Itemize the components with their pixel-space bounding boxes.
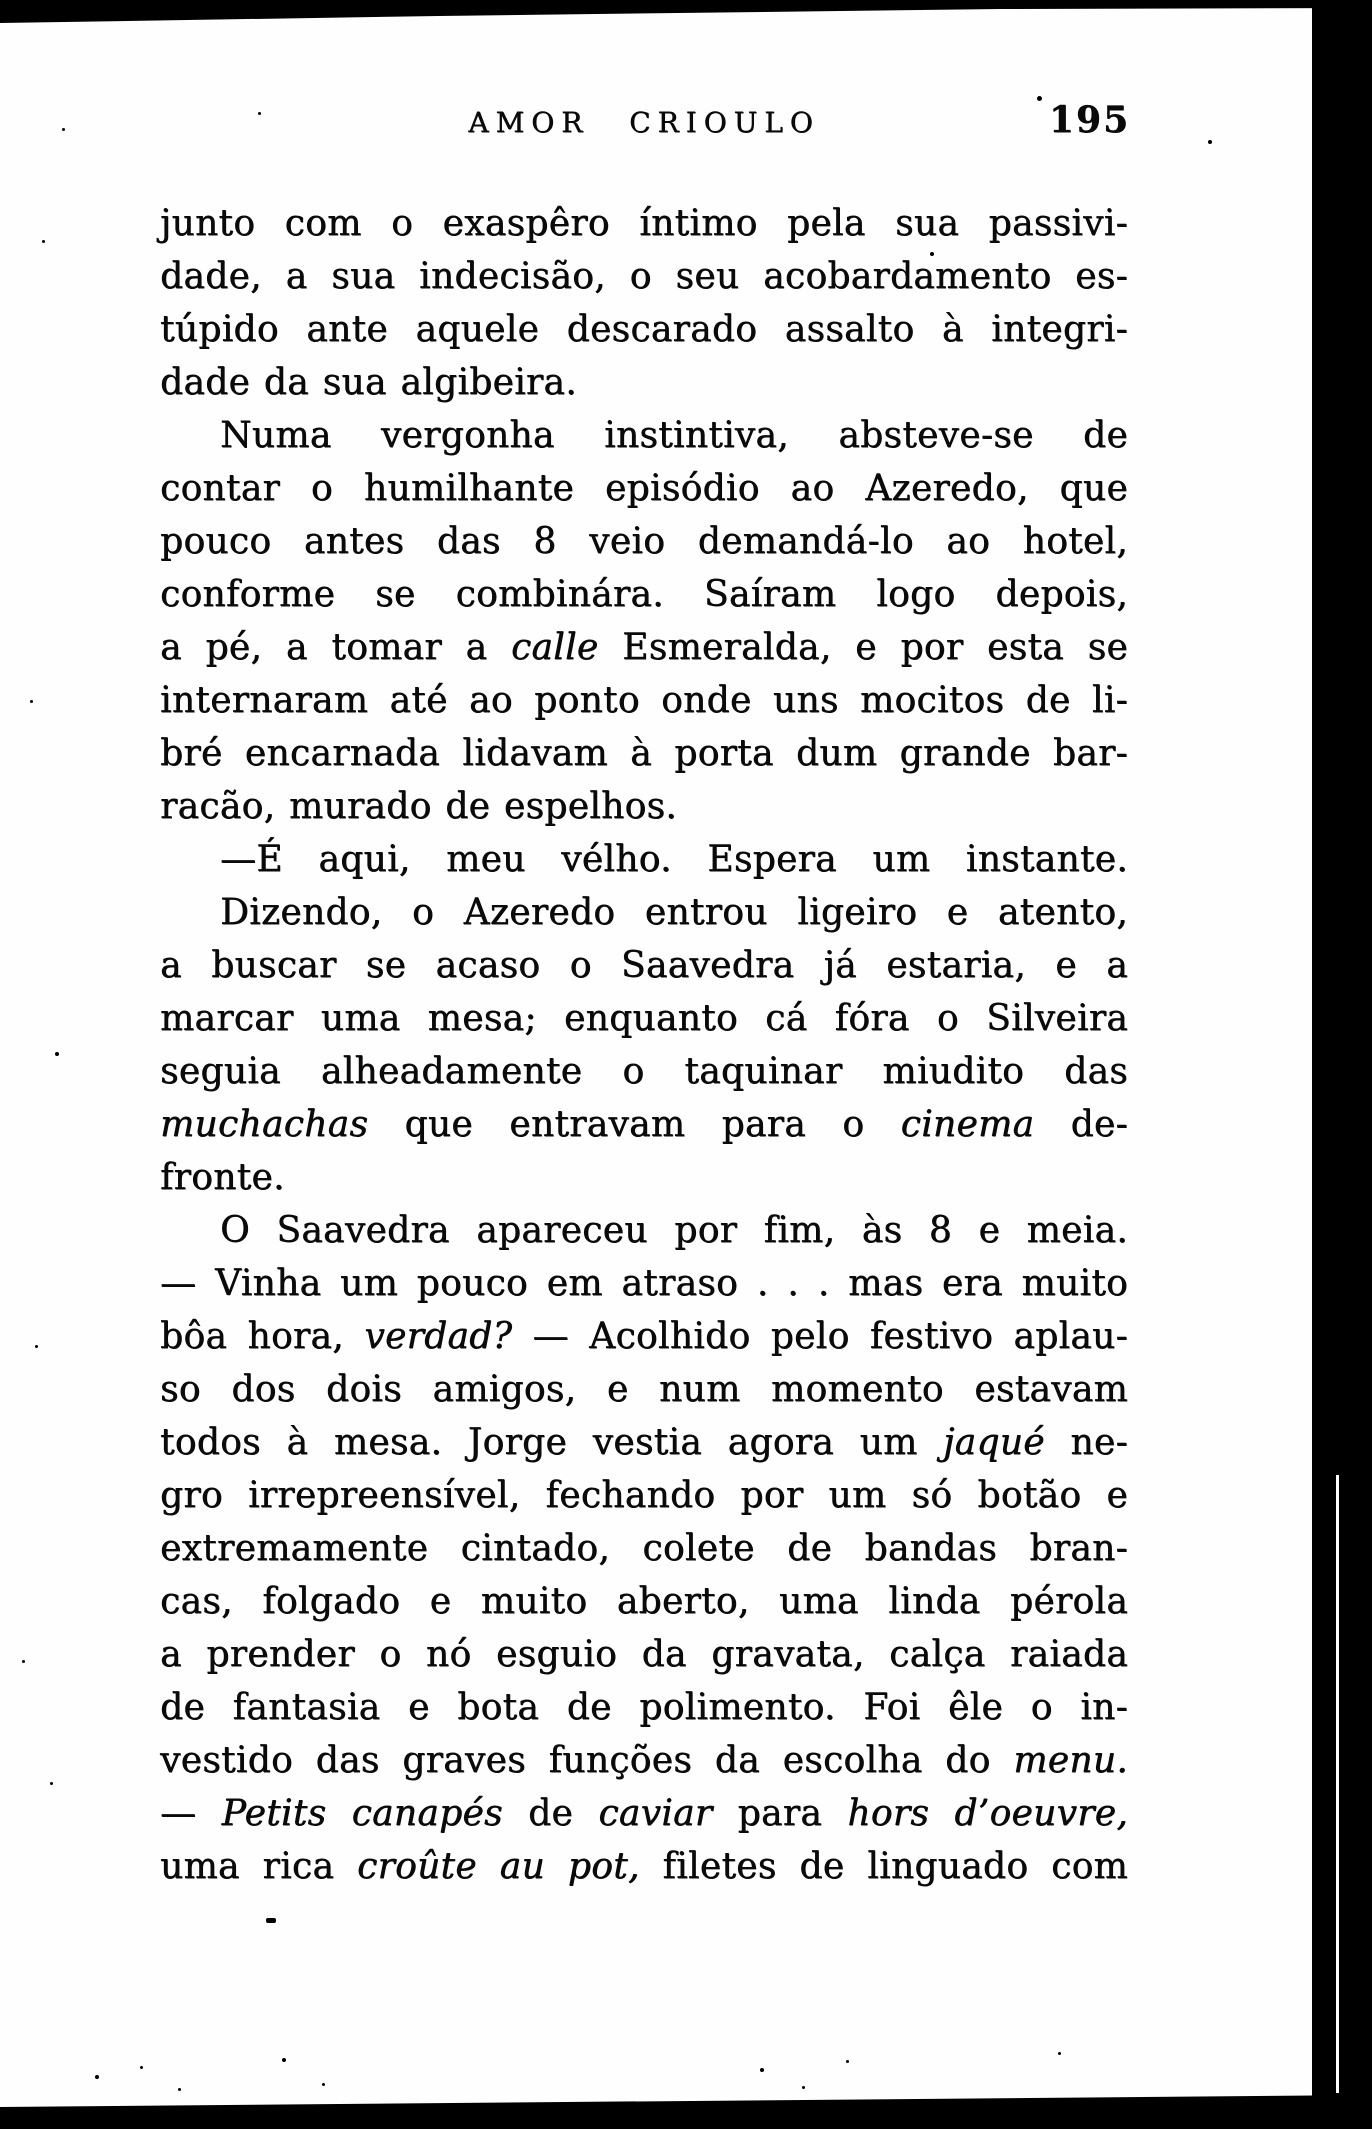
text-line [160,462,1128,515]
text-segment: a buscar se acaso o Saavedra já estaria, e a [160,945,1128,986]
text-segment: so dos dois amigos, e num momento estavam [160,1369,1128,1410]
text-line [160,1363,1128,1416]
text-line [160,727,1128,780]
text-segment: racão, murado de espelhos. [160,786,678,827]
scan-artifact-right-bar [1312,0,1372,2129]
page-number: 195 [1048,99,1130,141]
text-line [160,1098,1128,1151]
italic-text-segment: hors d’oeuvre, [847,1793,1129,1834]
text-segment: túpido ante aquele descarado assalto à integri- [160,309,1128,350]
scan-speckle [178,2088,181,2091]
text-segment: O Saavedra apareceu por fim, às 8 e meia. [220,1210,1128,1251]
italic-text-segment: cinema [900,1104,1035,1145]
scan-speckle [846,2060,849,2063]
italic-text-segment: muchachas [160,1104,369,1145]
italic-text-segment: jaqué [943,1422,1045,1463]
text-segment: — Acolhido pelo festivo aplau- [512,1316,1129,1357]
text-segment: —É aqui, meu vélho. Espera um instante. [220,839,1128,880]
text-segment: seguia alheadamente o taquinar miudito das [160,1051,1128,1092]
scan-speckle [802,2086,805,2089]
text-segment: gro irrepreensível, fechando por um só botão e [160,1475,1128,1516]
text-segment: ne- [1044,1422,1128,1463]
scan-speckle [35,1345,38,1348]
text-line [160,1522,1128,1575]
text-segment: a prender o nó esguio da gravata, calça raiada [160,1634,1128,1675]
text-segment: filetes de linguado com [639,1846,1128,1887]
text-segment: de [502,1793,599,1834]
scan-speckle [42,240,45,243]
text-line [160,515,1128,568]
text-segment: Numa vergonha instintiva, absteve-se de [220,415,1128,456]
text-segment: contar o humilhante episódio ao Azeredo, que [160,468,1128,509]
text-segment: pouco antes das 8 veio demandá-lo ao hotel, [160,521,1128,562]
scan-artifact-fold-line [1336,1475,1339,2093]
text-line [160,303,1128,356]
text-line [160,197,1128,250]
text-segment: bré encarnada lidavam à porta dum grande bar- [160,733,1128,774]
italic-text-segment: croûte au pot, [357,1846,640,1887]
text-line [160,250,1128,303]
text-segment: extremamente cintado, colete de bandas bran- [160,1528,1128,1569]
text-segment: internaram até ao ponto onde uns mocitos de li- [160,680,1128,721]
scan-artifact-top-bar [0,0,1372,26]
text-segment: Esmeralda, e por esta se [598,627,1128,668]
scan-speckle [62,128,65,131]
text-segment: bôa hora, [160,1316,365,1357]
text-line [160,939,1128,992]
scan-speckle [1037,96,1042,101]
text-segment: de- [1034,1104,1128,1145]
text-line [160,621,1128,674]
scan-speckle [258,112,261,115]
scan-speckle [760,2068,764,2072]
text-segment: todos à mesa. Jorge vestia agora um [160,1422,944,1463]
text-segment: que entravam para o [368,1104,901,1145]
scan-speckle [140,2066,143,2069]
text-line [160,1628,1128,1681]
text-segment: a pé, a tomar a [160,627,511,668]
text-segment: Dizendo, o Azeredo entrou ligeiro e atento, [220,892,1128,933]
text-line [160,886,1128,939]
text-segment: de fantasia e bota de polimento. Foi êle o in- [160,1687,1128,1728]
text-line [160,674,1128,727]
scan-speckle [1208,140,1212,144]
scan-speckle [50,1782,53,1785]
text-line [160,780,1128,833]
text-segment: junto com o exaspêro íntimo pela sua passivi- [160,203,1128,244]
text-line [160,1575,1128,1628]
text-line [160,409,1128,462]
scan-speckle [55,1052,59,1056]
text-segment: marcar uma mesa; enquanto cá fóra o Silveira [160,998,1128,1039]
text-line [160,1204,1128,1257]
page-text [160,197,1128,1893]
italic-text-segment: caviar [598,1793,713,1834]
text-line [160,1310,1128,1363]
italic-text-segment: calle [510,627,599,668]
text-line [160,1734,1128,1787]
scan-stray-mark [266,1918,276,1923]
text-line [160,1257,1128,1310]
text-segment: dade da sua algibeira. [160,362,577,403]
scan-artifact-bottom-bar [0,2095,1372,2129]
text-line [160,356,1128,409]
text-line [160,1840,1128,1893]
text-segment: vestido das graves funções da escolha do [160,1740,1014,1781]
text-line [160,1151,1128,1204]
text-segment: — [160,1793,222,1834]
text-segment: fronte. [160,1157,285,1198]
text-segment: para [712,1793,848,1834]
running-header-title: AMOR CRIOULO [468,106,820,139]
text-line [160,1045,1128,1098]
text-segment: — Vinha um pouco em atraso . . . mas era muito [160,1263,1128,1304]
text-line [160,1681,1128,1734]
scan-speckle [1058,2052,1061,2055]
italic-text-segment: Petits canapés [221,1793,503,1834]
scan-speckle [930,252,934,256]
scan-speckle [30,700,33,703]
text-line [160,1416,1128,1469]
text-line [160,568,1128,621]
text-line [160,1469,1128,1522]
text-segment: cas, folgado e muito aberto, uma linda pérola [160,1581,1128,1622]
scan-speckle [322,2083,325,2086]
italic-text-segment: verdad? [364,1316,513,1357]
text-line [160,833,1128,886]
text-segment: conforme se combinára. Saíram logo depois, [160,574,1128,615]
text-segment: dade, a sua indecisão, o seu acobardamento es- [160,256,1128,297]
scan-speckle [95,2075,99,2079]
text-line [160,1787,1128,1840]
scan-speckle [282,2058,286,2062]
text-line [160,992,1128,1045]
text-segment: uma rica [160,1846,357,1887]
scan-speckle [22,1660,25,1663]
italic-text-segment: menu. [1013,1740,1128,1781]
